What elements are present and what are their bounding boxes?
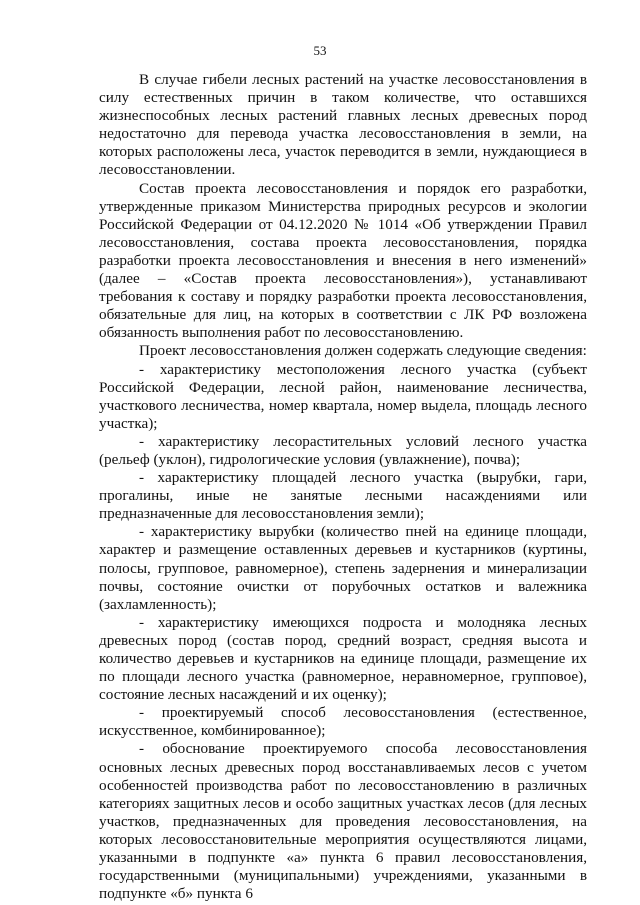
paragraph-project-composition: Состав проекта лесовосстановления и порядок его разработки, утвержденные приказом Министерства природных ресурсов и экологии Российской Федерации от 04.12.2020 № 1014 «Об утверждении Правил лесовосстановления, состава проекта лесовосстановления, порядка разработки проекта лесовосстановления и внесения в него изменений» (далее – «Состав проекта лесовосстановления»), устанавливают требования к составу и порядку разработки проекта лесовосстановления, обязательные для лиц, на которых в соответствии с ЛК РФ возложена обязанность выполнения работ по лесовосстановлению.	[99, 179, 587, 342]
list-item-growing-conditions: - характеристику лесорастительных условий лесного участка (рельеф (уклон), гидрологические условия (увлажнение), почва);	[99, 432, 587, 468]
list-item-cutting: - характеристику вырубки (количество пней на единице площади, характер и размещение оставленных деревьев и кустарников (куртины, полосы, групповое, равномерное), степень задернения и минерализации почвы, состояние очистки от порубочных остатков и валежника (захламленность);	[99, 523, 587, 613]
list-item-method-justification: - обоснование проектируемого способа лесовосстановления основных лесных древесных пород восстанавливаемых лесов с учетом особенностей производства работ по лесовосстановлению в различных категориях защитных лесов и особо защитных участках лесов (для лесных участков, предназначенных для проведения лесовосстановления, на которых лесовосстановительные мероприятия осуществляются лицами, указанными в подпункте «а» пункта 6 правил лесовосстановления, государственными (муниципальными) учреждениями, указанными в подпункте «б» пункта 6	[99, 740, 587, 903]
list-item-reforestation-method: - проектируемый способ лесовосстановления (естественное, искусственное, комбинированное);	[99, 704, 587, 740]
list-item-areas: - характеристику площадей лесного участка (вырубки, гари, прогалины, иные не занятые лесными насаждениями или предназначенные для лесовосстановления земли);	[99, 469, 587, 523]
list-item-undergrowth: - характеристику имеющихся подроста и молодняка лесных древесных пород (состав пород, средний возраст, средняя высота и количество деревьев и кустарников на единице площади, размещение их по площади лесного участка (равномерное, неравномерное, групповое), состояние лесных насаждений и их оценку);	[99, 613, 587, 704]
page-number: 53	[313, 43, 327, 58]
paragraph-forest-death: В случае гибели лесных растений на участке лесовосстановления в силу естественных причин в таком количестве, что оставшихся жизнеспособных лесных растений главных лесных древесных пород недостаточно для перевода участка лесовосстановления в земли, на которых расположены леса, участок переводится в земли, нуждающиеся в лесовосстановлении.	[99, 71, 587, 179]
paragraph-project-contents-intro: Проект лесовосстановления должен содержать следующие сведения:	[139, 342, 587, 360]
list-item-location: - характеристику местоположения лесного участка (субъект Российской Федерации, лесной район, наименование лесничества, участкового лесничества, номер квартала, номер выдела, площадь лесного участка);	[99, 360, 587, 432]
document-body	[99, 71, 587, 903]
